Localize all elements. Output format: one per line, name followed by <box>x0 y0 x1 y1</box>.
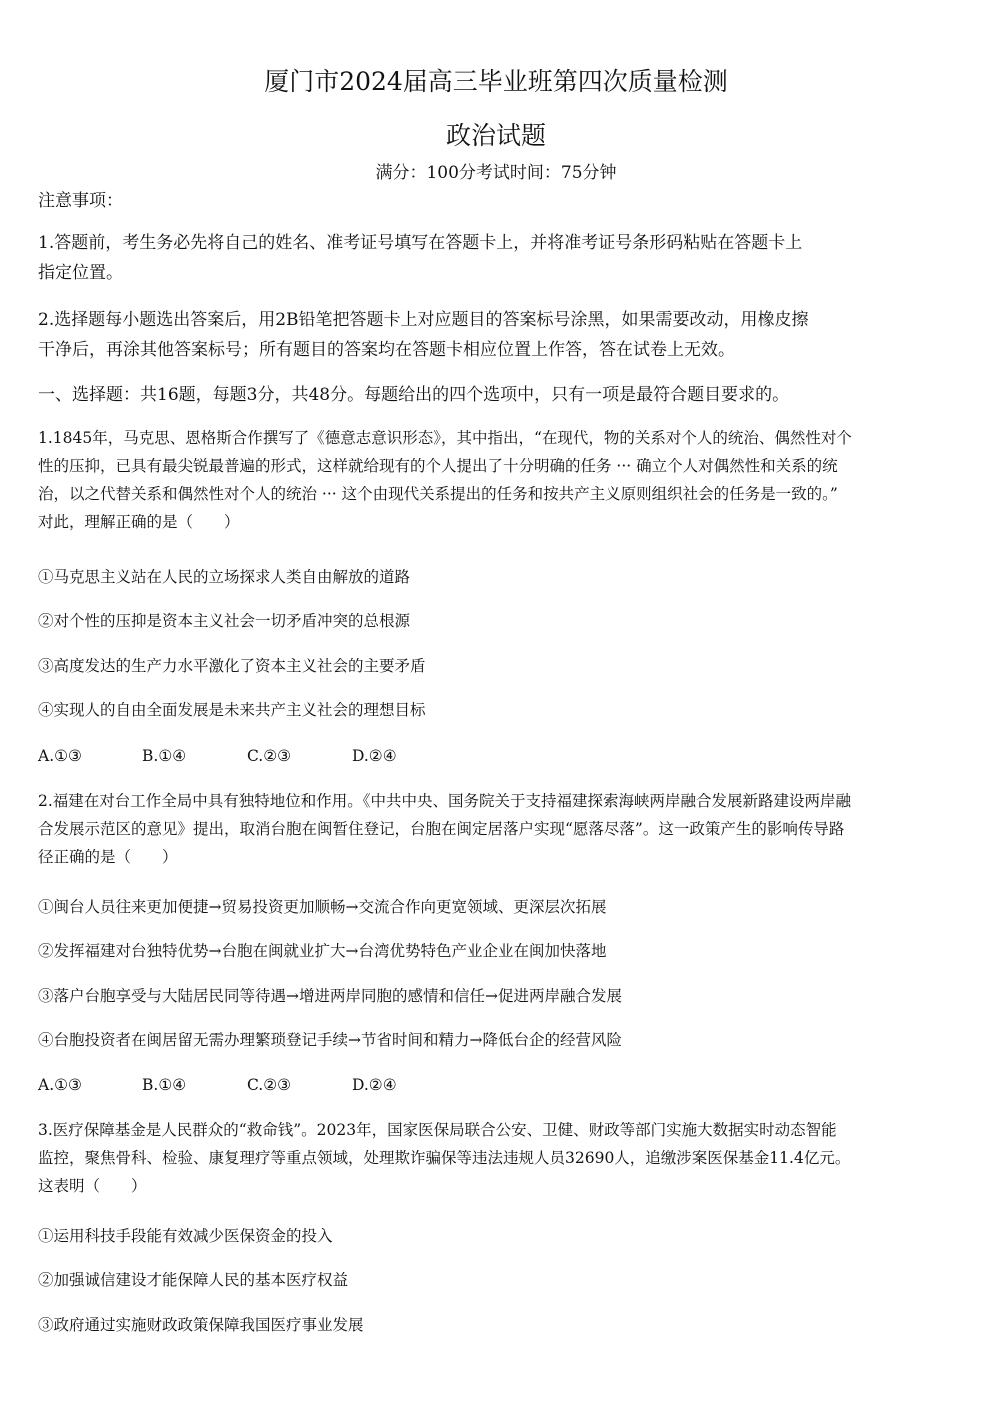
option-a: A.①③ <box>38 1076 82 1094</box>
option-b: B.①④ <box>142 1076 187 1094</box>
page-title: 厦门市2024届高三毕业班第四次质量检测 <box>264 67 728 96</box>
page-subtitle: 政治试题 <box>445 121 546 150</box>
exam-meta: 满分：100分考试时间：75分钟 <box>375 163 617 183</box>
notice-heading: 注意事项： <box>38 191 123 211</box>
notice-item-1-line: 指定位置。 <box>38 263 123 283</box>
option-a: A.①③ <box>38 747 82 765</box>
stem-line: 2.福建在对台工作全局中具有独特地位和作用。《中共中央、国务院关于支持福建探索海峡两岸融合发展新路建设两岸融 <box>38 792 852 810</box>
question-1-stem <box>38 424 954 536</box>
stem-line: 监控，聚焦骨科、检验、康复理疗等重点领域，处理欺诈骗保等违法违规人员32690人，追缴涉案医保基金11.4亿元。 <box>38 1149 851 1167</box>
stem-line: 3.医疗保障基金是人民群众的“救命钱”。2023年，国家医保局联合公安、卫健、财政等部门实施大数据实时动态智能 <box>38 1121 837 1139</box>
question-2-statement: ①闽台人员往来更加便捷→贸易投资更加顺畅→交流合作向更宽领域、更深层次拓展 <box>38 898 607 916</box>
question-2-statement: ④台胞投资者在闽居留无需办理繁琐登记手续→节省时间和精力→降低台企的经营风险 <box>38 1031 622 1049</box>
notice-item-2-line: 2.选择题每小题选出答案后，用2B铅笔把答题卡上对应题目的答案标号涂黑，如果需要改动，用橡皮擦 <box>38 310 809 330</box>
notice-item-2-line: 干净后，再涂其他答案标号；所有题目的答案均在答题卡相应位置上作答，答在试卷上无效。 <box>38 340 735 360</box>
stem-line: 对此，理解正确的是（ ） <box>38 513 240 531</box>
option-c: C.②③ <box>247 1076 292 1094</box>
stem-line: 合发展示范区的意见》提出，取消台胞在闽暂住登记，台胞在闽定居落户实现“愿落尽落”。这一政策产生的影响传导路 <box>38 820 845 838</box>
question-3-statement: ①运用科技手段能有效减少医保资金的投入 <box>38 1227 333 1245</box>
question-1-statement: ④实现人的自由全面发展是未来共产主义社会的理想目标 <box>38 701 426 719</box>
stem-line: 这表明（ ） <box>38 1177 147 1195</box>
section-heading: 一、选择题：共16题，每题3分，共48分。每题给出的四个选项中，只有一项是最符合题目要求的。 <box>38 385 790 405</box>
question-1-statement: ②对个性的压抑是资本主义社会一切矛盾冲突的总根源 <box>38 612 411 630</box>
stem-line: 治，以之代替关系和偶然性对个人的统治 ··· 这个由现代关系提出的任务和按共产主义原则组织社会的任务是一致的。” <box>38 485 838 503</box>
stem-line: 性的压抑，已具有最尖锐最普遍的形式，这样就给现有的个人提出了十分明确的任务 ··· 确立个人对偶然性和关系的统 <box>38 457 838 475</box>
question-3-statement: ②加强诚信建设才能保障人民的基本医疗权益 <box>38 1271 349 1289</box>
option-c: C.②③ <box>247 747 292 765</box>
question-3-stem <box>38 1116 954 1200</box>
question-2-statement: ③落户台胞享受与大陆居民同等待遇→增进两岸同胞的感情和信任→促进两岸融合发展 <box>38 987 622 1005</box>
notice-item-1 <box>38 228 954 288</box>
notice-item-1-line: 1.答题前，考生务必先将自己的姓名、准考证号填写在答题卡上，并将准考证号条形码粘贴在答题卡上 <box>38 233 803 253</box>
notice-item-2 <box>38 305 954 365</box>
question-2-stem <box>38 787 954 871</box>
question-1-statement: ③高度发达的生产力水平激化了资本主义社会的主要矛盾 <box>38 657 426 675</box>
stem-line: 1.1845年，马克思、恩格斯合作撰写了《德意志意识形态》，其中指出，“在现代，物的关系对个人的统治、偶然性对个 <box>38 429 852 447</box>
question-3-statement: ③政府通过实施财政政策保障我国医疗事业发展 <box>38 1316 364 1334</box>
stem-line: 径正确的是（ ） <box>38 848 178 866</box>
option-d: D.②④ <box>352 1076 397 1094</box>
option-b: B.①④ <box>142 747 187 765</box>
question-2-statement: ②发挥福建对台独特优势→台胞在闽就业扩大→台湾优势特色产业企业在闽加快落地 <box>38 942 607 960</box>
question-1-statement: ①马克思主义站在人民的立场探求人类自由解放的道路 <box>38 568 411 586</box>
option-d: D.②④ <box>352 747 397 765</box>
